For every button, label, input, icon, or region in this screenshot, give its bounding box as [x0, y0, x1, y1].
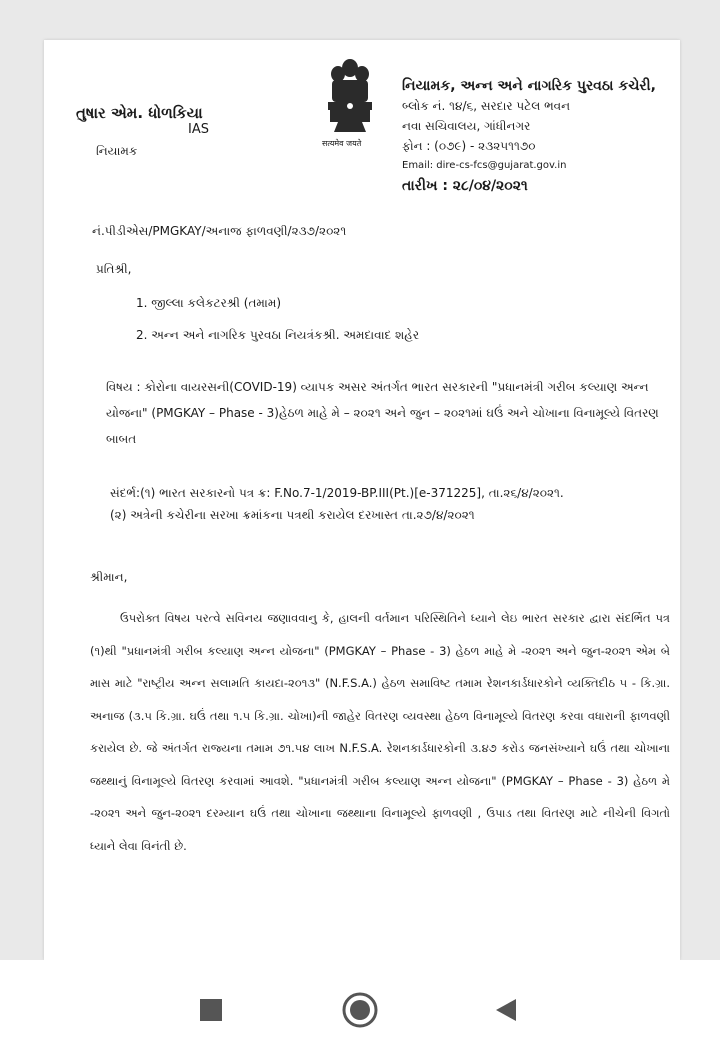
addressee-heading: પ્રતિશ્રી,	[96, 262, 132, 276]
recipient-item: 1. જીલ્લા કલેકટરશ્રી (તમામ)	[136, 296, 281, 310]
subject: વિષય : કોરોના વાયરસની(COVID-19) વ્યાપક અસર અંતર્ગત ભારત સરકારની "પ્રધાનમંત્રી ગરીબ કલ્યાણ અન્ન યોજના" (PMGKAY – Phase - 3)હેઠળ માહે મે – ૨૦૨૧ અને જુન – ૨૦૨૧માં ઘઉં અને ચોખાના વિનામૂલ્યે વિતરણ બાબત	[106, 380, 659, 446]
office-line2: બ્લોક નં. ૧૪/૬, સરદાર પટેલ ભવન	[402, 99, 571, 113]
reference-item: સંદર્ભ:(૧) ભારત સરકારનો પત્ર ક્ર: F.No.7-1/2019-BP.III(Pt.)[e-371225], તા.૨૬/૪/૨૦૨૧.	[110, 486, 564, 500]
office-line3: નવા સચિવાલય, ગાંધીનગર	[402, 119, 531, 133]
salutation: શ્રીમાન,	[90, 570, 128, 584]
office-email: Email: dire-cs-fcs@gujarat.gov.in	[402, 160, 567, 171]
national-emblem-icon	[318, 54, 382, 146]
square-icon[interactable]	[191, 990, 231, 1030]
document-page	[44, 40, 680, 960]
office-address	[402, 76, 656, 196]
body-paragraph: ઉપરોક્ત વિષય પરત્વે સવિનય જણાવવાનુ કે, હાલની વર્તમાન પરિસ્થિતિને ધ્યાને લેઇ ભારત સરકાર દ્વારા સંદર્ભિત પત્ર (૧)થી "પ્રધાનમંત્રી ગરીબ કલ્યાણ અન્ન યોજના" (PMGKAY – Phase - 3) હેઠળ માહે મે -૨૦૨૧ અને જુન-૨૦૨૧ એમ બે માસ માટે "રાષ્ટ્રીય અન્ન સલામતિ કાયદા-૨૦૧૩" (N.F.S.A.) હેઠળ સમાવિષ્ટ તમામ રેશનકાર્ડધારકોને વ્યક્તિદીઠ ૫ - કિ.ગ્રા. અનાજ (૩.૫ કિ.ગ્રા. ઘઉં તથા ૧.૫ કિ.ગ્રા. ચોખા)ની જાહેર વિતરણ વ્યવસ્થા હેઠળ વિનામૂલ્યે વિતરણ કરવા વધારાની ફાળવણી કરાયેલ છે. જે અંતર્ગત રાજ્યના તમામ ૭૧.૫૪ લાખ N.F.S.A. રેશનકાર્ડધારકોની ૩.૪૭ કરોડ જનસંખ્યાને ઘઉં તથા ચોખાના જથ્થાનું વિનામૂલ્યે વિતરણ કરવામાં આવશે. "પ્રધાનમંત્રી ગરીબ કલ્યાણ અન્ન યોજના" (PMGKAY – Phase - 3) હેઠળ મે -૨૦૨૧ અને જુન-૨૦૨૧ દરમ્યાન ઘઉં તથા ચોખાના જથ્થાના વિનામૂલ્યે ફાળવણી , ઉપાડ તથા વિતરણ માટે નીચેની વિગતો ધ્યાને લેવા વિનંતી છે.	[90, 611, 670, 853]
home-circle-icon[interactable]	[340, 990, 380, 1030]
letter-date: તારીખ : ૨૮/૦૪/૨૦૨૧	[402, 178, 528, 194]
letter-body	[90, 602, 670, 862]
office-phone: ફોન : (૦૭૯) - ૨૩૨૫૧૧૭૦	[402, 139, 536, 153]
officer-name: તુષાર એમ. ધોળકિયા	[76, 104, 203, 122]
recipient-item: 2. અન્ન અને નાગરિક પુરવઠા નિયત્રંકશ્રી. અમદાવાદ શહેર	[136, 328, 420, 342]
office-line1: નિયામક, અન્ન અને નાગરિક પુરવઠા કચેરી,	[402, 78, 656, 94]
reference-number: નં.પીડીએસ/PMGKAY/અનાજ ફાળવણી/૨૩૭/૨૦૨૧	[92, 224, 347, 238]
emblem-motto: सत्यमेव जयते	[322, 139, 362, 148]
officer-service: IAS	[188, 122, 209, 137]
back-triangle-icon[interactable]	[486, 990, 526, 1030]
navigation-bar	[0, 960, 720, 1055]
officer-title: નિયામક	[96, 144, 138, 158]
reference-item: (૨) અત્રેની કચેરીના સરખા ક્રમાંકના પત્રથી કરાયેલ દરખાસ્ત તા.૨૭/૪/૨૦૨૧	[110, 508, 475, 522]
references	[110, 482, 564, 526]
